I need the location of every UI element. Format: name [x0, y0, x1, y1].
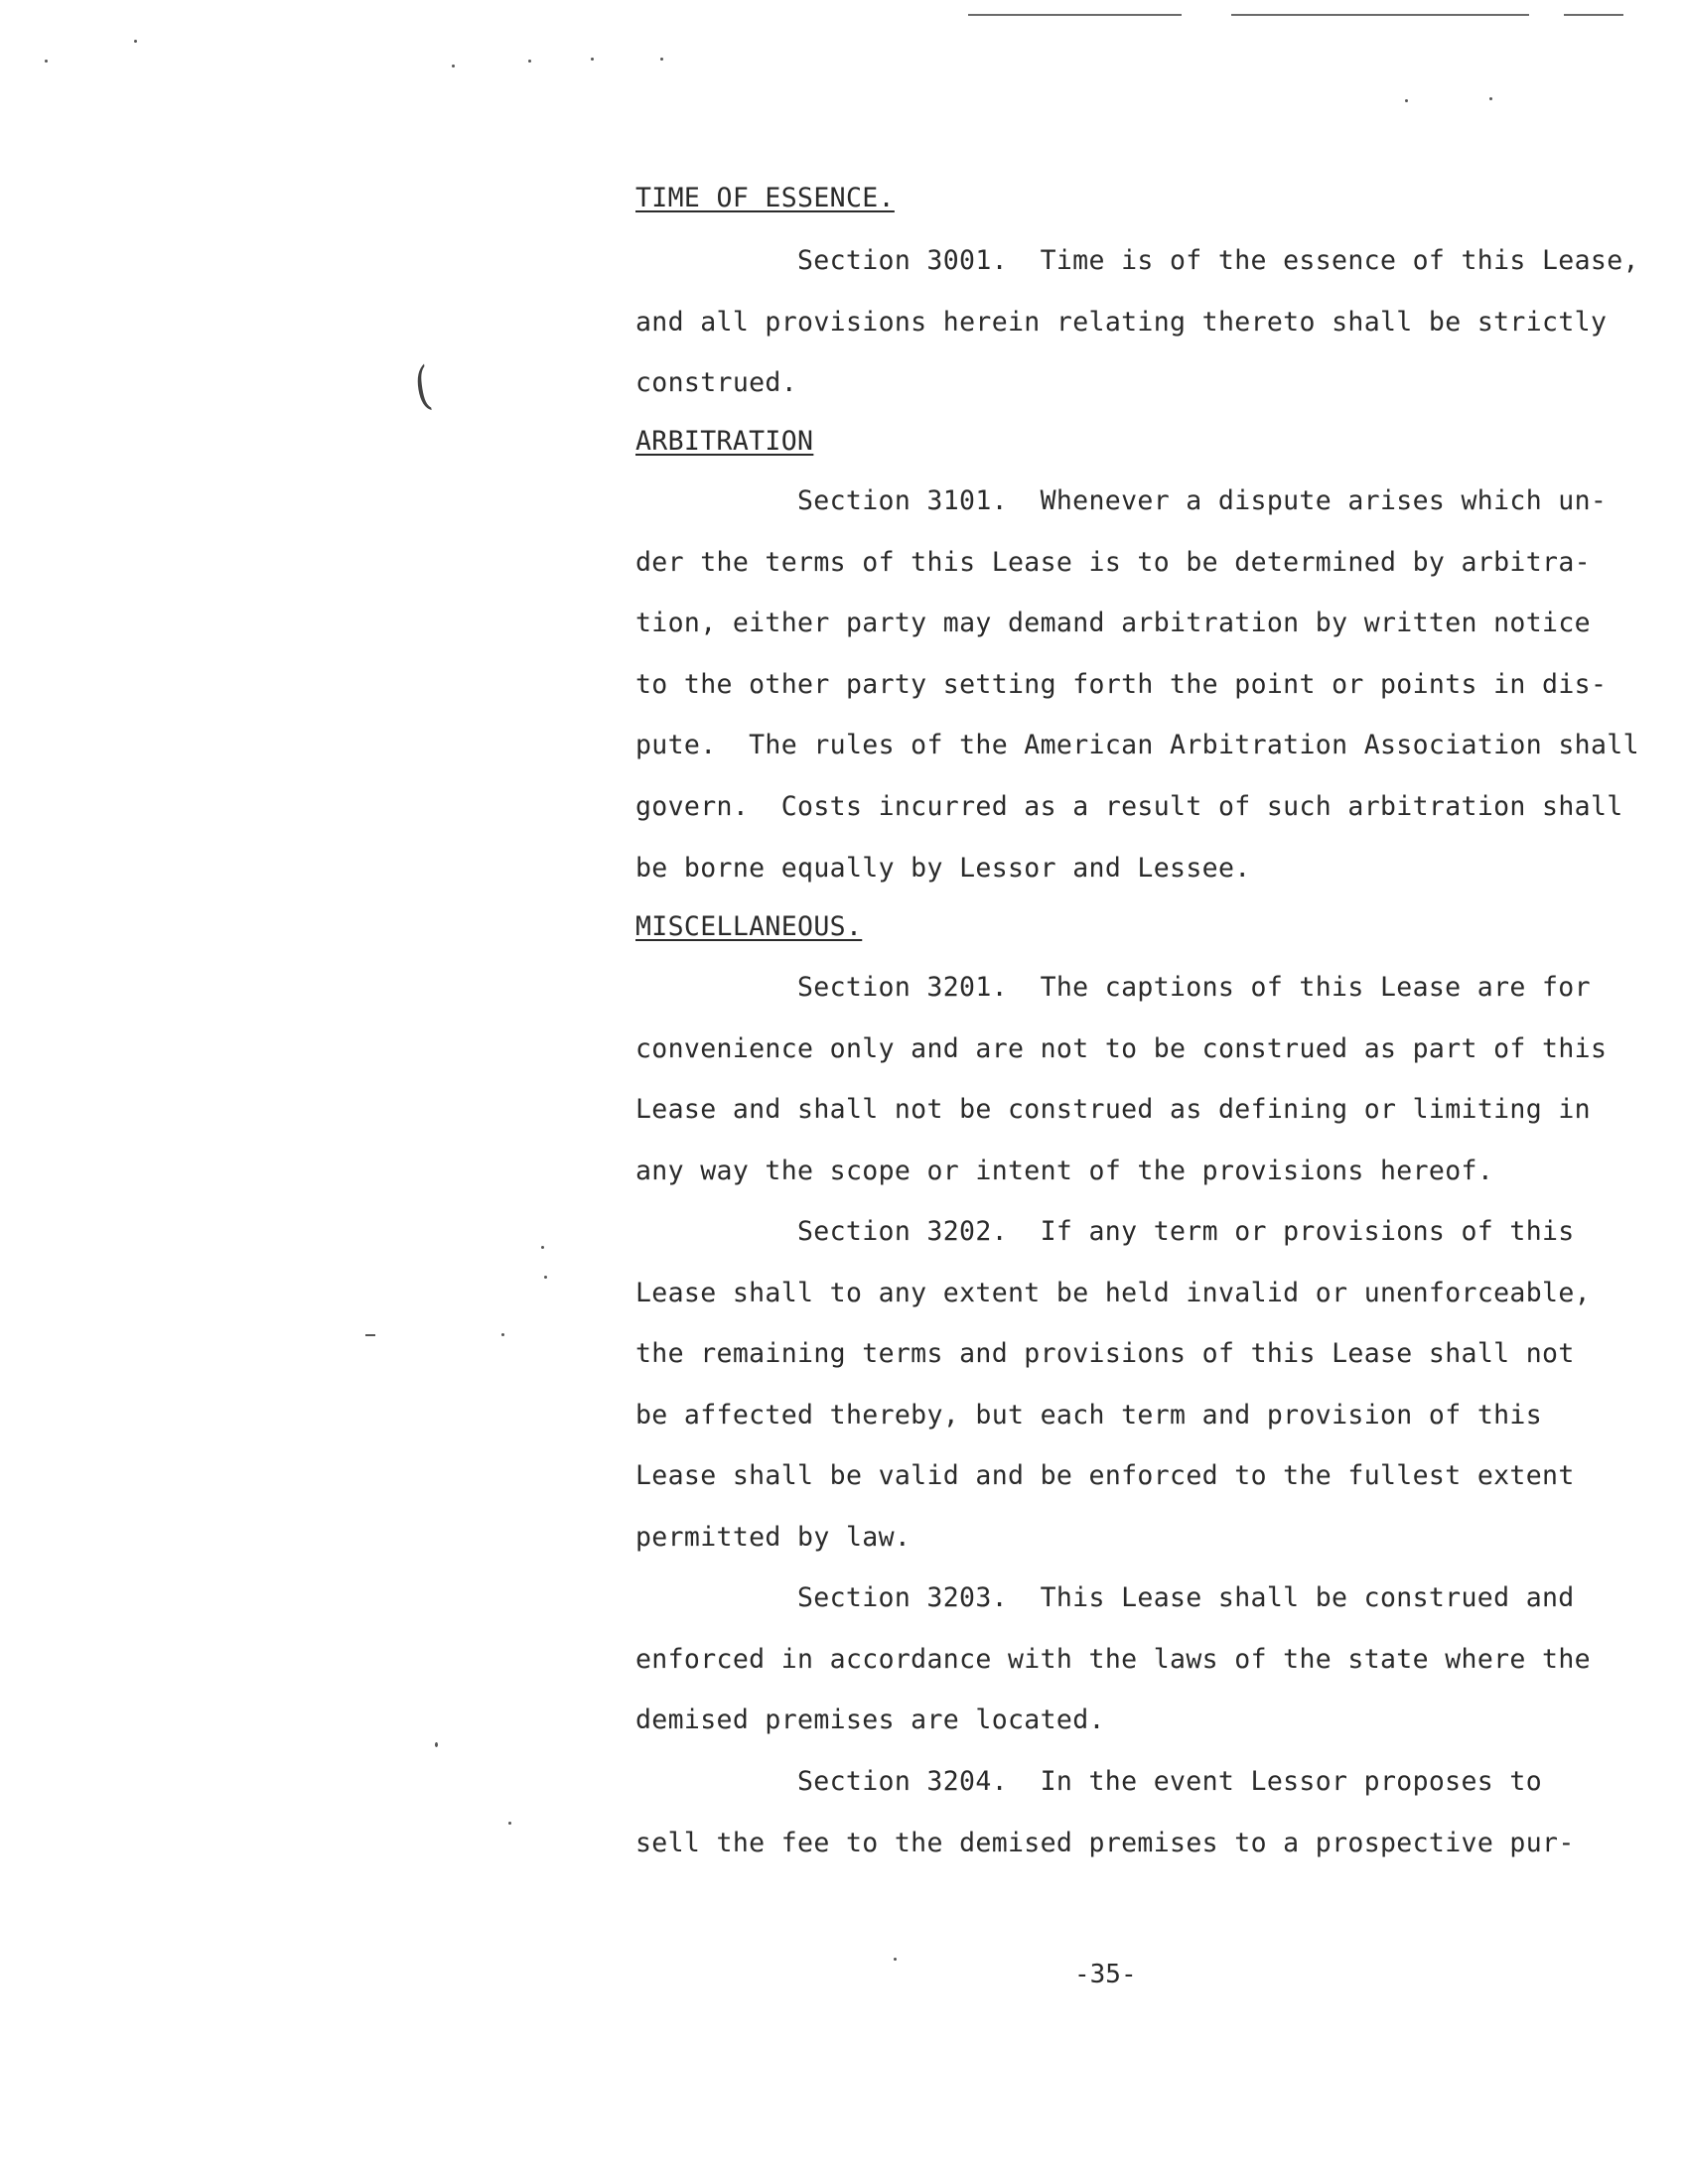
paragraph-line: to the other party setting forth the point or points in dis- [635, 669, 1608, 700]
section-heading-arbitration: ARBITRATION [635, 426, 814, 457]
paragraph-line: pute. The rules of the American Arbitration Association shall [635, 730, 1639, 760]
margin-mark: ( [410, 355, 436, 419]
paragraph-line: the remaining terms and provisions of this Lease shall not [635, 1338, 1575, 1369]
section-heading-time-of-essence: TIME OF ESSENCE. [635, 183, 895, 213]
scan-speck [45, 60, 48, 63]
paragraph-line: Section 3204. In the event Lessor proposes to [797, 1766, 1542, 1797]
paragraph-line: permitted by law. [635, 1522, 912, 1553]
scan-speck [1489, 97, 1492, 100]
scan-speck [365, 1334, 375, 1336]
scan-artifact-line [1231, 14, 1529, 16]
paragraph-line: der the terms of this Lease is to be determined by arbitra- [635, 547, 1591, 578]
paragraph-line: tion, either party may demand arbitration by written notice [635, 608, 1591, 638]
paragraph-line: be affected thereby, but each term and provision of this [635, 1400, 1543, 1431]
paragraph-line: Section 3001. Time is of the essence of this Lease, [797, 245, 1639, 276]
paragraph-line: sell the fee to the demised premises to a prospective pur- [635, 1828, 1575, 1858]
paragraph-line: Section 3201. The captions of this Lease are for [797, 972, 1591, 1003]
scan-speck [541, 1246, 544, 1249]
paragraph-line: Section 3202. If any term or provisions of this [797, 1216, 1575, 1247]
paragraph-line: Section 3203. This Lease shall be construed and [797, 1582, 1575, 1613]
scan-speck [134, 40, 137, 43]
paragraph-line: any way the scope or intent of the provisions hereof. [635, 1156, 1494, 1186]
scan-speck [660, 58, 663, 61]
scan-artifact-line [1564, 14, 1623, 16]
paragraph-line: convenience only and are not to be construed as part of this [635, 1033, 1608, 1064]
scan-speck [591, 58, 594, 61]
section-heading-miscellaneous: MISCELLANEOUS. [635, 911, 863, 942]
paragraph-line: be borne equally by Lessor and Lessee. [635, 853, 1251, 884]
scan-speck [894, 1958, 897, 1961]
paragraph-line: construed. [635, 367, 798, 398]
scan-speck [544, 1276, 547, 1279]
paragraph-line: demised premises are located. [635, 1705, 1105, 1735]
paragraph-line: Lease shall be valid and be enforced to the fullest extent [635, 1460, 1575, 1491]
paragraph-line: Section 3101. Whenever a dispute arises which un- [797, 485, 1608, 516]
paragraph-line: and all provisions herein relating thereto shall be strictly [635, 307, 1608, 338]
scan-speck [508, 1822, 511, 1825]
paragraph-line: Lease and shall not be construed as defining or limiting in [635, 1094, 1591, 1125]
page-number: -35- [1074, 1960, 1137, 1989]
paragraph-line: enforced in accordance with the laws of the state where the [635, 1644, 1591, 1675]
scan-speck [1405, 99, 1408, 102]
scan-speck [435, 1742, 438, 1747]
scan-speck [452, 65, 455, 68]
scan-artifact-line [968, 14, 1182, 16]
scan-speck [528, 60, 531, 63]
scan-speck [501, 1333, 504, 1336]
paragraph-line: Lease shall to any extent be held invalid or unenforceable, [635, 1278, 1591, 1308]
paragraph-line: govern. Costs incurred as a result of such arbitration shall [635, 791, 1623, 822]
